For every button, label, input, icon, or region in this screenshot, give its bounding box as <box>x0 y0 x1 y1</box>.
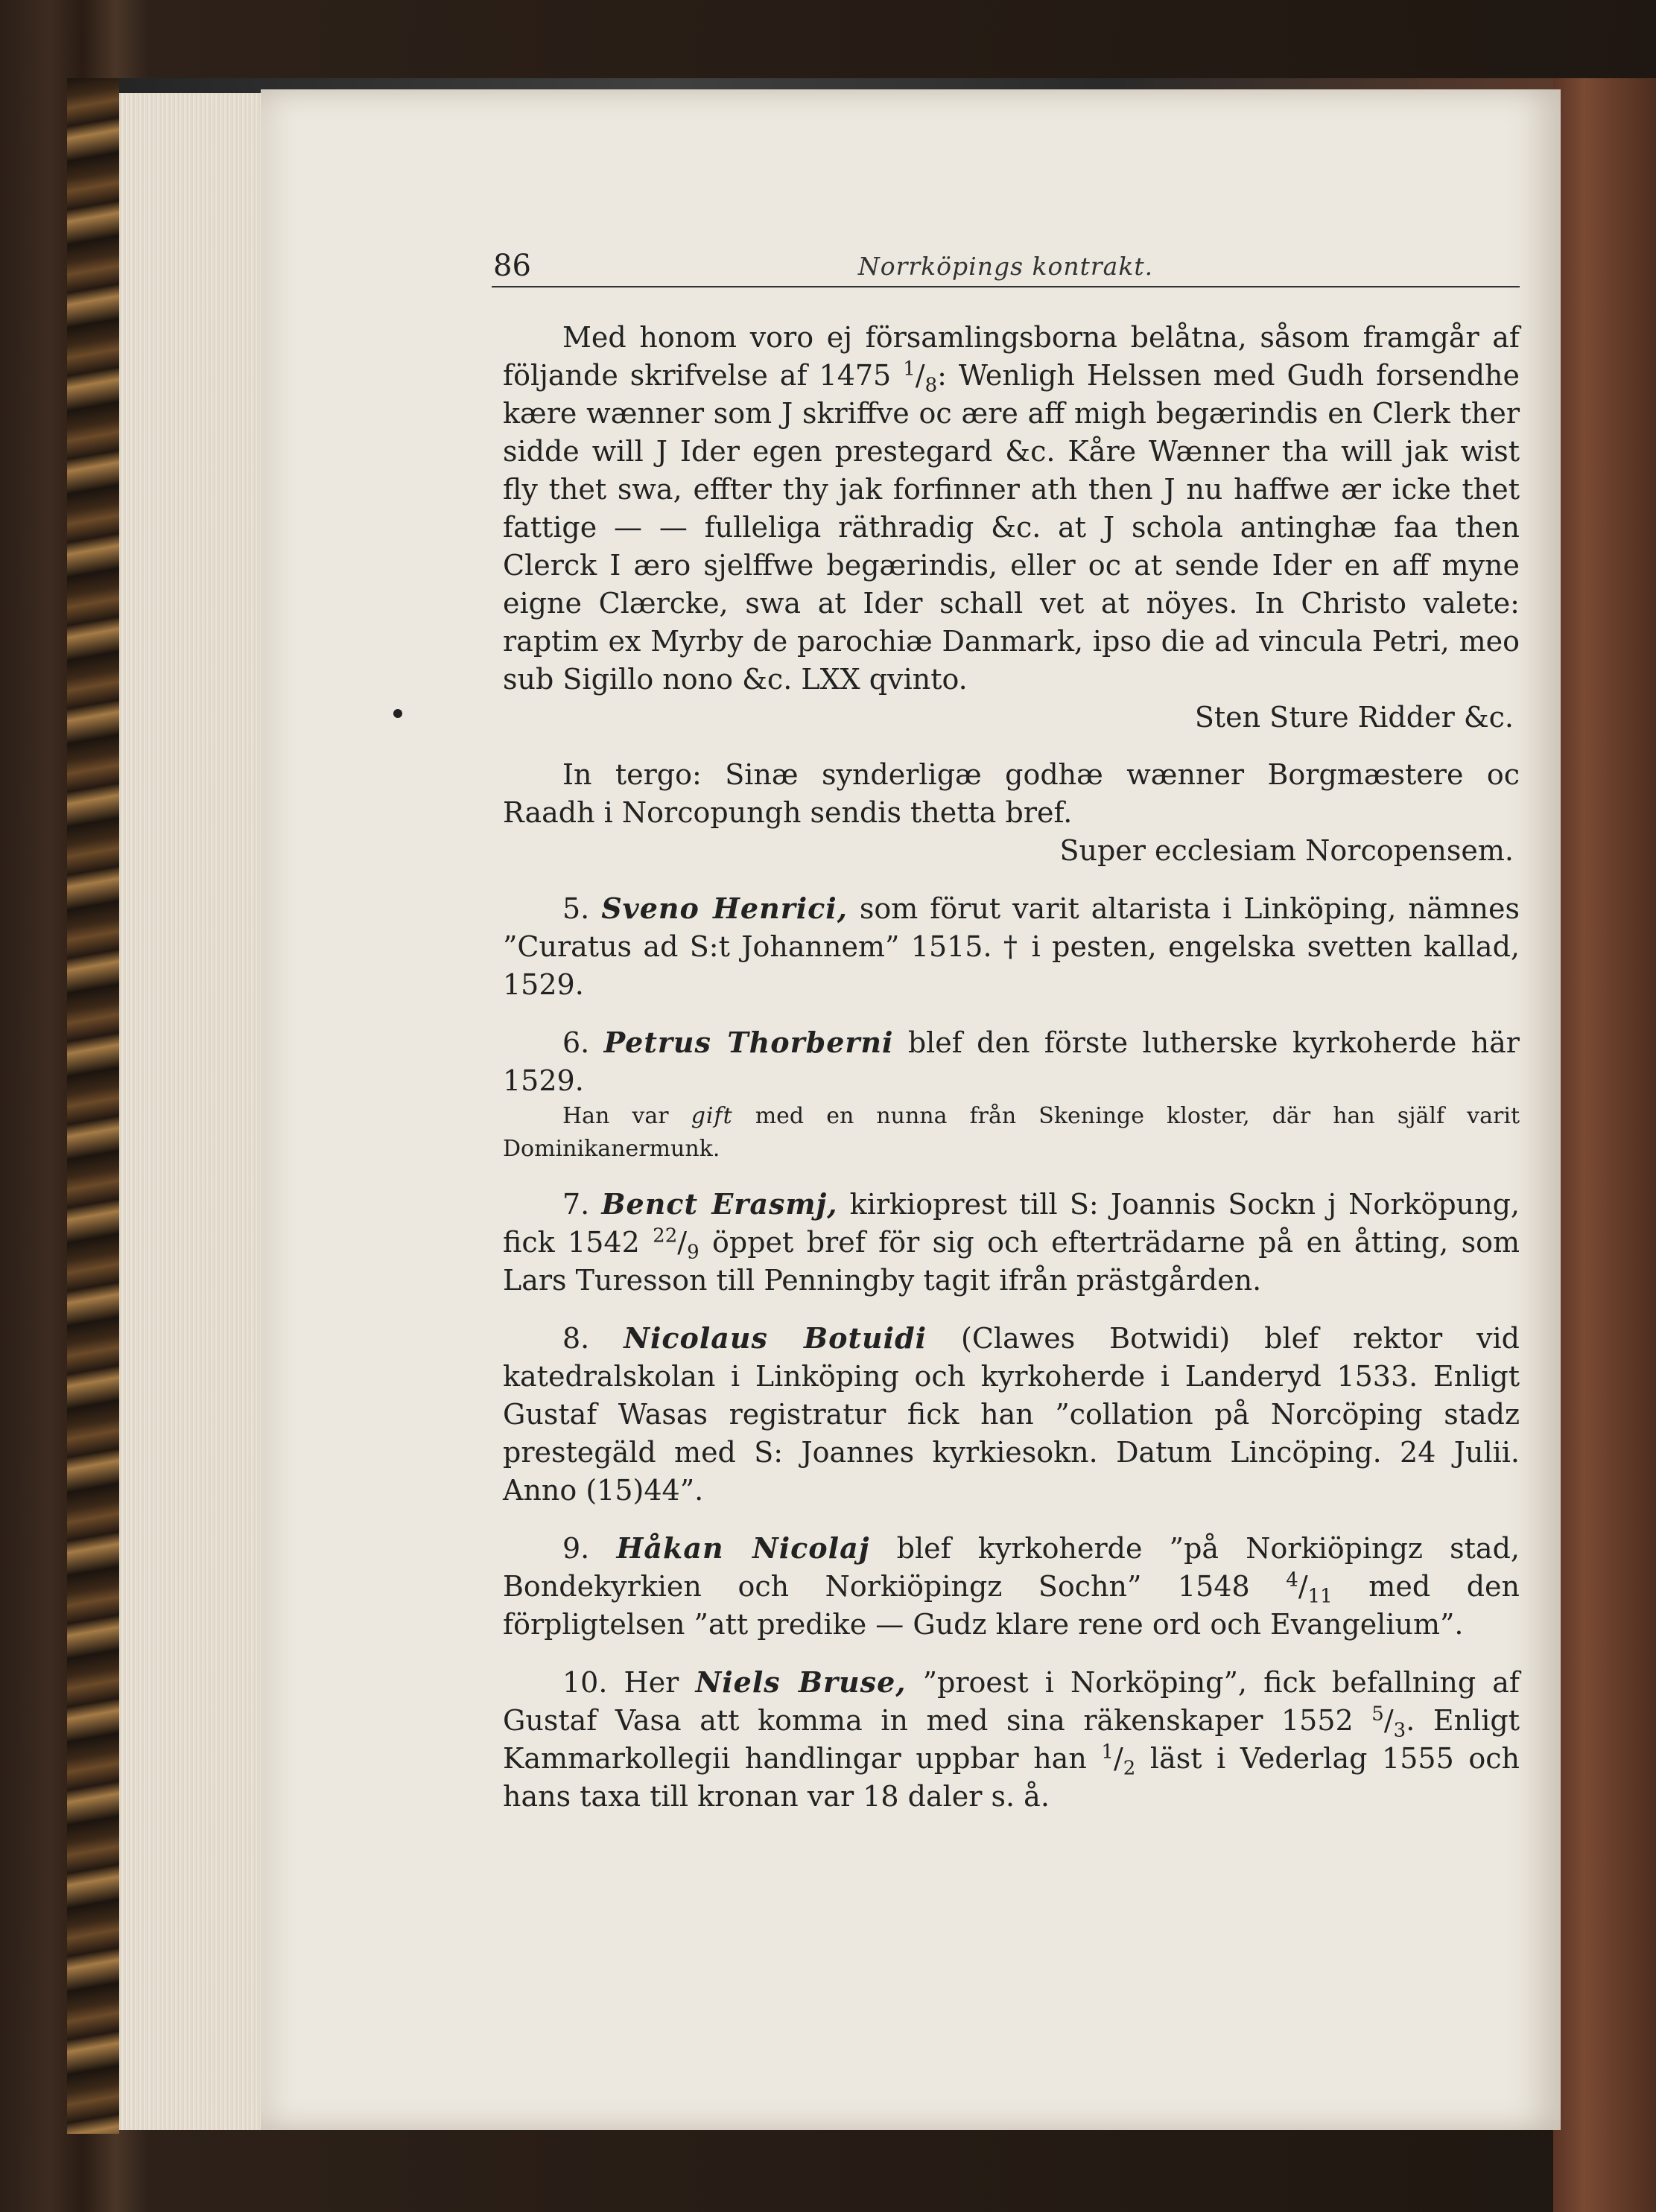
super-line: Super ecclesiam Norcopensem. <box>1059 834 1514 867</box>
page-body <box>503 319 1520 1816</box>
margin-dot <box>393 709 402 718</box>
marbled-cover-edge <box>67 78 119 2134</box>
in-tergo-paragraph: In tergo: Sinæ synderligæ godhæ wænner Borgmæstere oc Raadh i Norcopungh sendis thetta bref. <box>503 758 1520 829</box>
page-stack-edges <box>119 93 268 2130</box>
page-number: 86 <box>493 249 531 283</box>
entry-6: 6. Petrus Thorberni blef den förste lutherske kyrkoherde här 1529. <box>503 1026 1520 1097</box>
entry-7: 7. Benct Erasmj, kirkioprest till S: Joannis Sockn j Norköpung, fick 1542 $^{22}/_9$ öppet bref för sig och efterträdarne på en åtting, som Lars Turesson till Penningby tagit ifrån prästgården. <box>503 1187 1520 1297</box>
entry-5: 5. Sveno Henrici, som förut varit altarista i Linköping, nämnes ”Curatus ad S:t Johannem” 1515. † i pesten, engelska svetten kallad, 1529. <box>503 892 1520 1001</box>
running-head: Norrköpings kontrakt. <box>857 252 1154 281</box>
letter-signature: Sten Sture Ridder &c. <box>1194 701 1514 734</box>
book-right-edge <box>1553 78 1656 2212</box>
entry-9: 9. Håkan Nicolaj blef kyrkoherde ”på Norkiöpingz stad, Bondekyrkien och Norkiöpingz Sochn” 1548 $^4/_{11}$ med den förpligtelsen ”att predike — Gudz klare rene ord och Evangelium”. <box>503 1531 1520 1641</box>
entry-10: 10. Her Niels Bruse, ”proest i Norköping”, fick befallning af Gustaf Vasa att komma in med sina räkenskaper 1552 $^5/_3$. Enligt Kammarkollegii handlingar uppbar han $^1/_2$ läst i Vederlag 1555 och hans taxa till kronan var 18 daler s. å. <box>503 1665 1520 1813</box>
letter-paragraph: Med honom voro ej församlingsborna belåtna, såsom framgår af följande skrifvelse af 1475 $^1/_8$: Wenligh Helssen med Gudh forsendhe kære wænner som J skriffve oc ære aff migh begærindis en Clerk ther sidde will J Ider egen prestegard &c. Kåre Wænner tha will jak wist fly thet swa, effter thy jak forfinner ath then J nu haffwe ær icke thet fattige — — fulleliga räthradig &c. at J schola antinghæ faa then Clerck I æro sjelffwe begærindis, eller oc at sende Ider en aff myne eigne Clærcke, swa at Ider schall vet at nöyes. In Christo valete: raptim ex Myrby de parochiæ Danmark, ipso die ad vincula Petri, meo sub Sigillo nono &c. LXX qvinto. <box>503 321 1520 696</box>
entry-6-note: Han var gift med en nunna från Skeninge kloster, där han själf varit Dominikanermunk. <box>503 1103 1520 1162</box>
entry-8: 8. Nicolaus Botuidi (Clawes Botwidi) blef rektor vid katedralskolan i Linköping och kyrkoherde i Landeryd 1533. Enligt Gustaf Wasas registratur fick han ”collation på Norcöping stadz prestegäld med S: Joannes kyrkiesokn. Datum Lincöping. 24 Julii. Anno (15)44”. <box>503 1321 1520 1507</box>
page-header <box>492 247 1520 287</box>
